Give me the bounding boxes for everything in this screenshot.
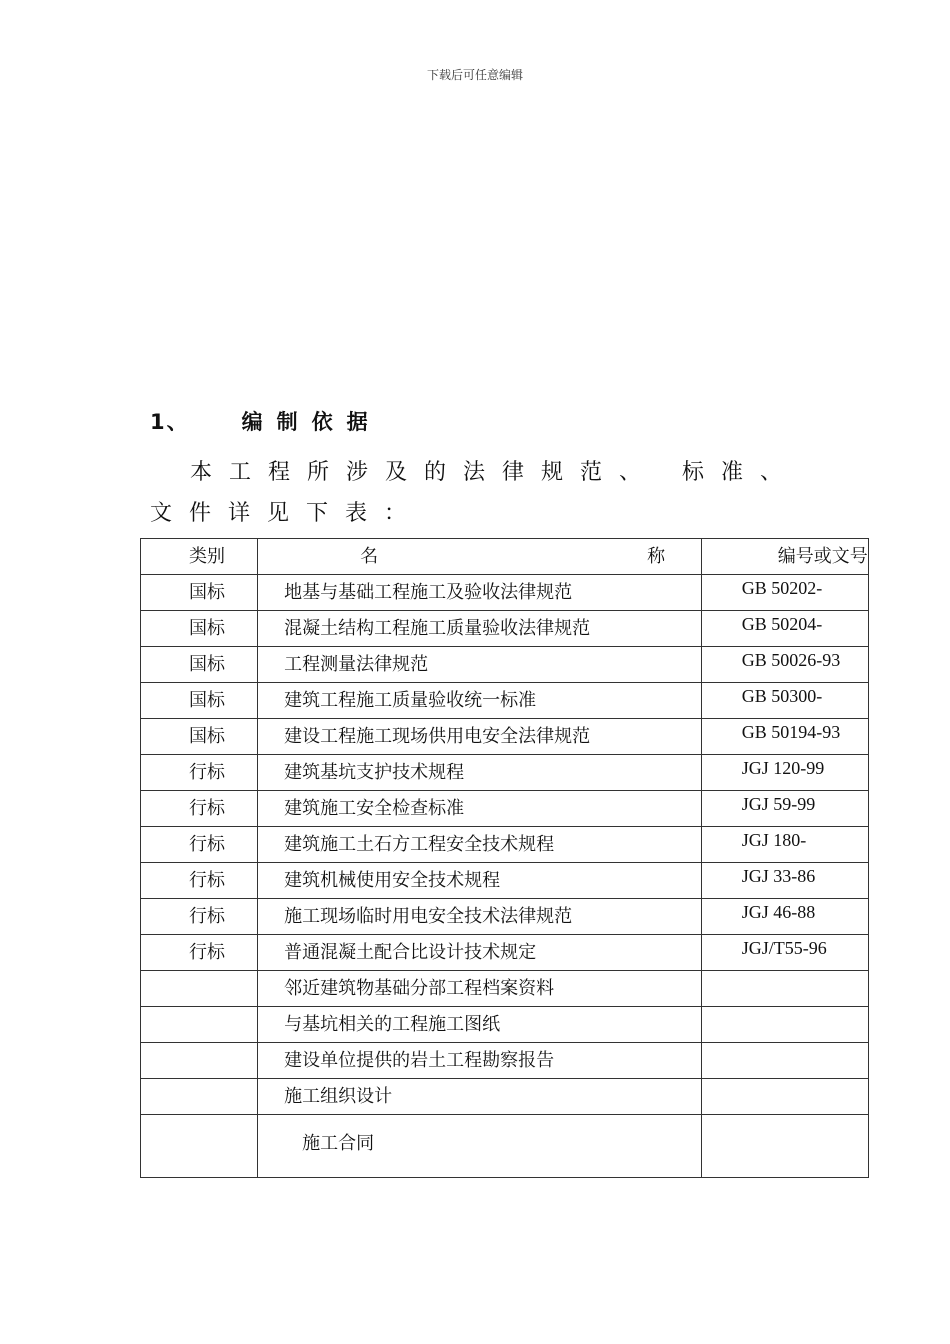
- row-name: 建筑基坑支护技术规程: [258, 755, 702, 791]
- header-code: 编号或文号: [701, 539, 868, 575]
- table-row: [141, 1079, 869, 1115]
- row-name: 施工合同: [258, 1115, 702, 1178]
- row-category: [141, 1043, 258, 1079]
- header-note: 下载后可任意编辑: [426, 68, 523, 82]
- row-name: 建筑工程施工质量验收统一标准: [258, 683, 702, 719]
- table-row: [141, 791, 869, 827]
- table-row: [141, 755, 869, 791]
- intro-line-2: 文件详见下表：: [150, 501, 424, 526]
- table-row: [141, 935, 869, 971]
- table-row: [141, 1043, 869, 1079]
- table-row: [141, 971, 869, 1007]
- row-category: 国标: [141, 575, 258, 611]
- row-category: 国标: [141, 647, 258, 683]
- intro-line-1: 本工程所涉及的法律规范、 标准、: [190, 460, 799, 485]
- regulations-table: [140, 538, 869, 1178]
- row-code: GB 50300-: [701, 683, 868, 719]
- row-code: JGJ 46-88: [701, 899, 868, 935]
- header-name-left: 名: [360, 546, 379, 567]
- table-header-row: [141, 539, 869, 575]
- row-code: JGJ 33-86: [701, 863, 868, 899]
- table-row: [141, 899, 869, 935]
- table-row: [141, 1115, 869, 1178]
- row-name: 建设单位提供的岩土工程勘察报告: [258, 1043, 702, 1079]
- row-category: 国标: [141, 719, 258, 755]
- row-category: 行标: [141, 827, 258, 863]
- table-row: [141, 575, 869, 611]
- row-category: 行标: [141, 791, 258, 827]
- row-code: [701, 1043, 868, 1079]
- row-code: GB 50194-93: [701, 719, 868, 755]
- header-name-right: 称: [647, 546, 666, 567]
- row-name: 施工组织设计: [258, 1079, 702, 1115]
- row-code: JGJ 180-: [701, 827, 868, 863]
- row-code: JGJ 59-99: [701, 791, 868, 827]
- section-number: 1、: [150, 410, 190, 434]
- row-category: 行标: [141, 935, 258, 971]
- header-category: 类别: [141, 539, 258, 575]
- row-category: [141, 1007, 258, 1043]
- row-name: 与基坑相关的工程施工图纸: [258, 1007, 702, 1043]
- table-row: [141, 683, 869, 719]
- section-title: 编制依据: [241, 410, 382, 434]
- row-code: JGJ/T55-96: [701, 935, 868, 971]
- header-name: [258, 539, 702, 575]
- row-name: 普通混凝土配合比设计技术规定: [258, 935, 702, 971]
- row-name: 施工现场临时用电安全技术法律规范: [258, 899, 702, 935]
- row-code: [701, 1115, 868, 1178]
- section-heading: [150, 406, 382, 436]
- row-name: 建筑施工安全检查标准: [258, 791, 702, 827]
- row-category: [141, 1079, 258, 1115]
- row-name: 建设工程施工现场供用电安全法律规范: [258, 719, 702, 755]
- row-name: 地基与基础工程施工及验收法律规范: [258, 575, 702, 611]
- row-code: GB 50026-93: [701, 647, 868, 683]
- row-code: [701, 971, 868, 1007]
- row-code: [701, 1079, 868, 1115]
- row-category: 行标: [141, 899, 258, 935]
- row-category: 行标: [141, 755, 258, 791]
- row-code: [701, 1007, 868, 1043]
- row-category: 行标: [141, 863, 258, 899]
- row-category: [141, 971, 258, 1007]
- table-row: [141, 863, 869, 899]
- table-row: [141, 647, 869, 683]
- row-name: 混凝土结构工程施工质量验收法律规范: [258, 611, 702, 647]
- row-code: GB 50204-: [701, 611, 868, 647]
- row-category: 国标: [141, 611, 258, 647]
- row-category: 国标: [141, 683, 258, 719]
- table-row: [141, 1007, 869, 1043]
- row-name: 建筑机械使用安全技术规程: [258, 863, 702, 899]
- table-row: [141, 719, 869, 755]
- row-category: [141, 1115, 258, 1178]
- row-name: 工程测量法律规范: [258, 647, 702, 683]
- table-row: [141, 611, 869, 647]
- row-name: 邻近建筑物基础分部工程档案资料: [258, 971, 702, 1007]
- row-code: JGJ 120-99: [701, 755, 868, 791]
- row-name: 建筑施工土石方工程安全技术规程: [258, 827, 702, 863]
- row-code: GB 50202-: [701, 575, 868, 611]
- table-row: [141, 827, 869, 863]
